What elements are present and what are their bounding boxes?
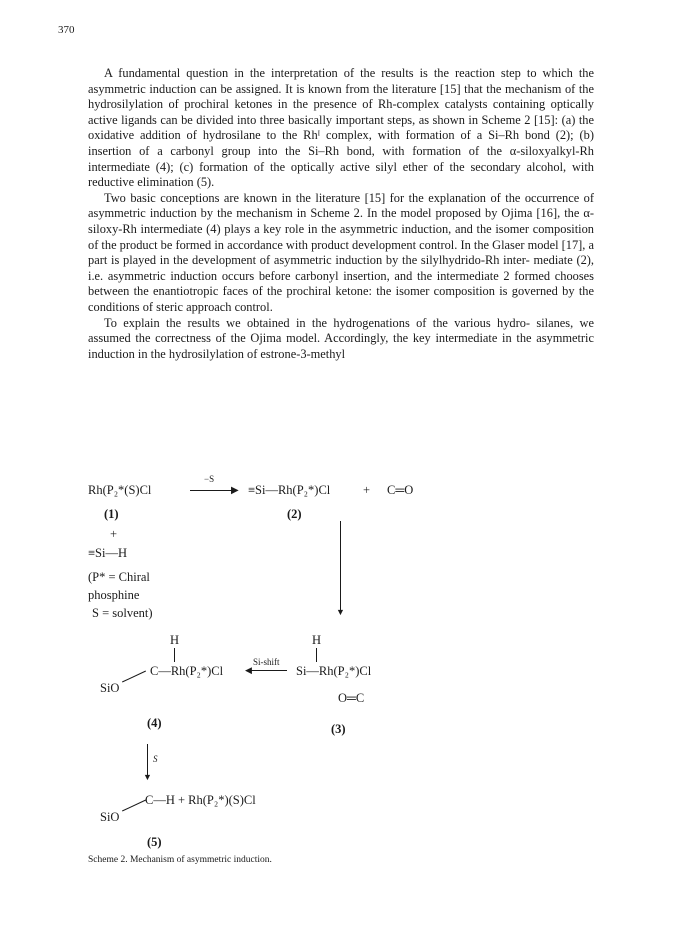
arrow-2-to-3 [340, 521, 341, 614]
text-line: occurrence of asymmetric induction by the mechanism in Scheme 2. In the model [88, 190, 594, 221]
arrow-label-minus-s: −S [204, 474, 215, 484]
text-line: intermediate in the asymmetric induction in the hydrosilylation of estrone-3-methyl [88, 331, 595, 361]
scheme-caption: Scheme 2. Mechanism of asymmetric induction. [88, 855, 272, 865]
text-line: a carbonyl group into the Si–Rh bond, with formation of the α-siloxyalkyl-Rh [157, 143, 595, 158]
plus-sign-2: + [110, 527, 118, 541]
arrowhead-down-icon-2: ▼ [143, 772, 152, 782]
compound-2: ≡Si—Rh(P₂*)Cl [248, 483, 331, 497]
text-line: Two basic conceptions are known in the literature [15] for the explanation of the [104, 190, 521, 205]
h-left: H [170, 633, 180, 647]
ketone: C═O [387, 483, 414, 497]
text-line: To explain the results we obtained in the hydrogenations of the various hydro- [104, 315, 531, 330]
h-right: H [312, 633, 322, 647]
compound-3-si: Si—Rh(P₂*)Cl [296, 664, 372, 678]
label-5: (5) [147, 835, 162, 849]
compound-3-oc: O═C [338, 691, 365, 705]
text-line: played in the development of asymmetric induction by the silylhydrido-Rh inter- [123, 253, 530, 268]
arrowhead-icon: ▶ [231, 485, 239, 496]
si-shift-label: Si-shift [253, 657, 280, 667]
text-line: silanes, we assumed the correctness of the Ojima model. Accordingly, the key [88, 315, 595, 346]
text-line: asymmetric induction, and the isomer composition of the product be formed in [88, 221, 594, 252]
plus-sign: + [363, 483, 371, 497]
compound-4-sio: SiO [100, 681, 120, 695]
text-line: control. [234, 299, 273, 314]
label-4: (4) [147, 716, 162, 730]
text-line: Rh-complex catalysts containing optically active ligands can be divided into three [88, 97, 594, 127]
page-number: 370 [58, 24, 75, 36]
compound-4-rh: C—Rh(P₂*)Cl [150, 664, 224, 678]
label-3: (3) [331, 722, 346, 736]
text-line: mediate (2), i.e. asymmetric induction occurs before carbonyl insertion, and the [88, 253, 594, 283]
arrowhead-left-icon: ◀ [245, 665, 252, 675]
arrow-label-s: S [153, 754, 158, 764]
label-1: (1) [104, 507, 119, 521]
compound-1: Rh(P₂*(S)Cl [88, 483, 152, 497]
legend-line-2: phosphine [88, 588, 140, 602]
arrowhead-down-icon: ▼ [336, 607, 345, 617]
arrow-1-to-2 [190, 490, 234, 491]
compound-5: C—H + Rh(P₂*)(S)Cl [145, 793, 256, 807]
bond-sio-c [122, 671, 146, 683]
text-line: ketone: the isomer composition is governed by the conditions of steric approach [88, 284, 594, 314]
bond-h-si [316, 648, 317, 662]
text-line: intermediate (4); (c) formation of the optically active silyl ether of the secondary [88, 159, 521, 174]
text-line: basically important steps, as shown in Scheme 2 [15]: (a) the oxidative addition of [88, 112, 594, 143]
text-line: intermediate 2 formed chooses between the enantiotropic faces of the prochiral [88, 268, 594, 299]
text-line: that the mechanism of the hydrosilylation of prochiral ketones in the presence of [88, 81, 594, 112]
legend-line-1: (P* = Chiral [88, 570, 150, 584]
bond-h-c [174, 648, 175, 662]
bond-sio-c-2 [122, 800, 146, 812]
text-line: accordance with product development control. In the Glaser model [17], a part is [88, 237, 595, 268]
label-2: (2) [287, 507, 302, 521]
legend-line-3: S = solvent) [92, 606, 153, 620]
compound-5-sio: SiO [100, 810, 120, 824]
hydrosilane: ≡Si—H [88, 546, 128, 560]
text-line: proposed by Ojima [16], the α-siloxy-Rh intermediate (4) plays a key role in the [88, 206, 594, 236]
text-line: which the asymmetric induction can be assigned. It is known from the literature [15] [88, 66, 594, 96]
text-line: alcohol, with reductive elimination (5). [88, 159, 594, 190]
text-line: A fundamental question in the interpretation of the results is the reaction step to [104, 66, 537, 80]
arrow-3-to-4 [251, 670, 287, 671]
text-line: hydrosilane to the Rhᴵ complex, with formation of a Si–Rh bond (2); (b) insertion of [88, 128, 594, 158]
